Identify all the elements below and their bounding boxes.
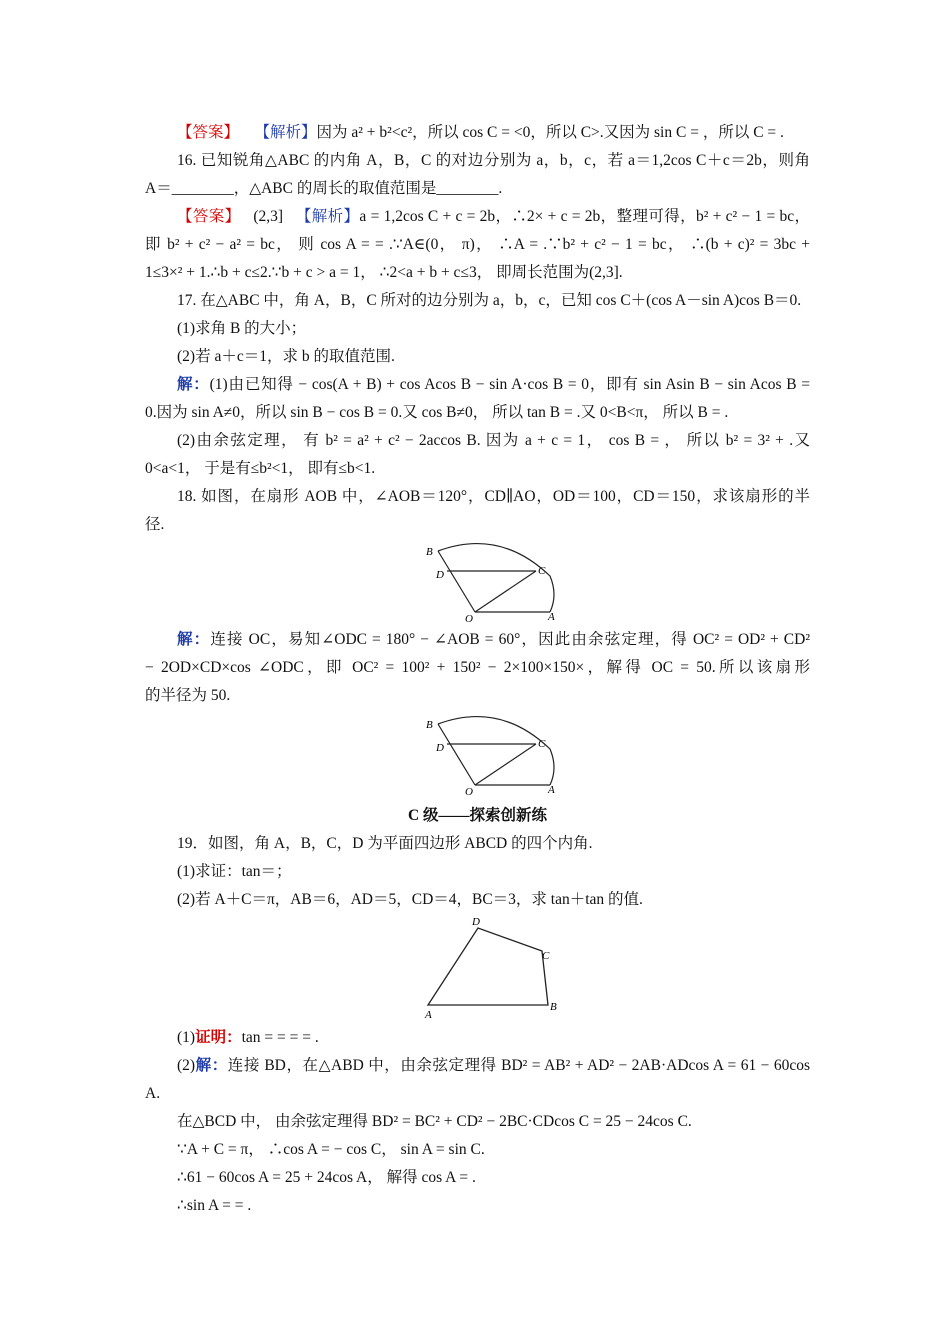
solution-18-line-2: − 2OD×CD×cos ∠ODC，即 OC² = 100² + 150² − 2×100×150×，解得 OC = 50.所以该扇形 — [145, 659, 810, 676]
problem-16-line-2: A＝________，△ABC 的周长的取值范围是________. — [145, 180, 503, 197]
solution-19-line-6: ∴sin A = = . — [177, 1197, 252, 1214]
solution-19-line-4: ∵A + C = π， ∴cos A = − cos C， sin A = sin C. — [177, 1141, 485, 1158]
solution-17-line-3: (2)由余弦定理， 有 b² = a² + c² − 2accos B. 因为 a + c = 1， cos B = ， 所以 b² = 3² + .又 — [177, 432, 810, 449]
problem-17-part-2: (2)若 a＋c＝1，求 b 的取值范围. — [177, 348, 395, 365]
problem-19-line-1: 19．如图，角 A，B，C，D 为平面四边形 ABCD 的四个内角. — [177, 835, 593, 852]
problem-16-line-1: 16. 已知锐角△ABC 的内角 A，B，C 的对边分别为 a，b，c，若 a＝1,2cos C＋c＝2b，则角 — [177, 152, 810, 169]
answer-line-15 — [177, 123, 810, 143]
section-heading: C 级——探索创新练 — [407, 807, 548, 824]
label-a: A — [425, 1009, 432, 1021]
solution-18-line-3: 的半径为 50. — [145, 687, 231, 704]
proof-text: tan = = = = . — [241, 1029, 319, 1046]
label-a: A — [548, 611, 555, 623]
answer-tag: 【答案】 — [177, 208, 241, 225]
part-number: (2) — [177, 1057, 196, 1074]
answer-tag: 【答案】 — [177, 124, 240, 141]
label-b: B — [550, 1001, 557, 1013]
proof-tag: 证明： — [195, 1029, 242, 1046]
solution-text: (1)由已知得 − cos(A + B) + cos Acos B − sin A·cos B = 0，即有 sin Asin B − sin Acos B = — [209, 376, 810, 393]
segment-oc — [475, 571, 536, 612]
label-d: D — [472, 916, 480, 928]
problem-18-line-2: 径. — [145, 516, 165, 533]
proof-19-line-1 — [177, 1028, 810, 1048]
label-a: A — [548, 784, 555, 796]
problem-19-part-2: (2)若 A＋C＝π，AB＝6，AD＝5，CD＝4，BC＝3，求 tan＋tan 的值. — [177, 891, 643, 908]
solution-tag: 解： — [195, 1057, 228, 1074]
solution-19-line-1 — [177, 1056, 810, 1076]
sector-figure-2 — [420, 713, 560, 798]
label-c: C — [538, 565, 546, 577]
solution-17-line-2: 0.因为 sin A≠0，所以 sin B − cos B = 0.又 cos B≠0， 所以 tan B = .又 0<B<π， 所以 B = . — [145, 404, 729, 421]
answer-16-line-2: 即 b² + c² − a² = bc， 则 cos A = = .∵A∈(0， π)， ∴A = .∵b² + c² − 1 = bc， ∴(b + c)² = 3bc + — [145, 236, 810, 253]
sector-figure-1 — [420, 540, 560, 625]
quadrilateral-abcd — [428, 928, 548, 1005]
problem-17-line-1: 17. 在△ABC 中，角 A，B，C 所对的边分别为 a，b，c，已知 cos C＋(cos A－sin A)cos B＝0. — [177, 292, 802, 309]
solution-17-line-4: 0<a<1， 于是有≤b²<1， 即有≤b<1. — [145, 460, 376, 477]
solution-text: 连接 OC，易知∠ODC = 180° − ∠AOB = 60°，因此由余弦定理，得 OC² = OD² + CD² — [210, 631, 810, 648]
quadrilateral-figure — [420, 912, 570, 1024]
label-b: B — [426, 719, 433, 731]
solution-19-line-5: ∴61 − 60cos A = 25 + 24cos A， 解得 cos A = . — [177, 1169, 476, 1186]
solution-text: 连接 BD，在△ABD 中，由余弦定理得 BD² = AB² + AD² − 2AB·ADcos A = 61 − 60cos — [227, 1057, 810, 1074]
label-d: D — [436, 742, 444, 754]
problem-19-part-1: (1)求证：tan＝； — [177, 863, 292, 880]
problem-18-line-1: 18. 如图，在扇形 AOB 中，∠AOB＝120°，CD∥AO，OD＝100，CD＝150，求该扇形的半 — [177, 488, 810, 505]
label-o: O — [465, 613, 473, 625]
part-number: (1) — [177, 1029, 196, 1046]
answer-16-line-1 — [177, 207, 810, 227]
solution-19-line-3: 在△BCD 中， 由余弦定理得 BD² = BC² + CD² − 2BC·CDcos C = 25 − 24cos C. — [177, 1113, 692, 1130]
segment-ob — [438, 724, 475, 785]
segment-ob — [438, 551, 475, 612]
answer-value: (2,3] — [253, 208, 284, 225]
segment-oc — [475, 744, 536, 785]
label-d: D — [436, 569, 444, 581]
sector-arc — [438, 544, 554, 612]
label-o: O — [465, 786, 473, 798]
solution-18-line-1 — [177, 630, 810, 650]
sector-arc — [438, 717, 554, 785]
solution-tag: 解： — [177, 376, 210, 393]
solution-tag: 解： — [177, 631, 211, 648]
analysis-text: a = 1,2cos C + c = 2b，∴2× + c = 2b，整理可得，b² + c² − 1 = bc， — [359, 208, 811, 225]
solution-19-line-2: A. — [145, 1085, 161, 1102]
problem-17-part-1: (1)求角 B 的大小； — [177, 320, 307, 337]
answer-text: 因为 a² + b²<c²，所以 cos C = <0，所以 C>.又因为 sin C = ，所以 C = . — [316, 124, 784, 141]
analysis-tag: 【解析】 — [295, 208, 360, 225]
answer-16-line-3: 1≤3×² + 1.∴b + c≤2.∵b + c > a = 1， ∴2<a + b + c≤3， 即周长范围为(2,3]. — [145, 264, 623, 281]
solution-17-line-1 — [177, 375, 810, 395]
label-b: B — [426, 546, 433, 558]
analysis-tag: 【解析】 — [254, 124, 317, 141]
label-c: C — [542, 950, 550, 962]
label-c: C — [538, 738, 546, 750]
